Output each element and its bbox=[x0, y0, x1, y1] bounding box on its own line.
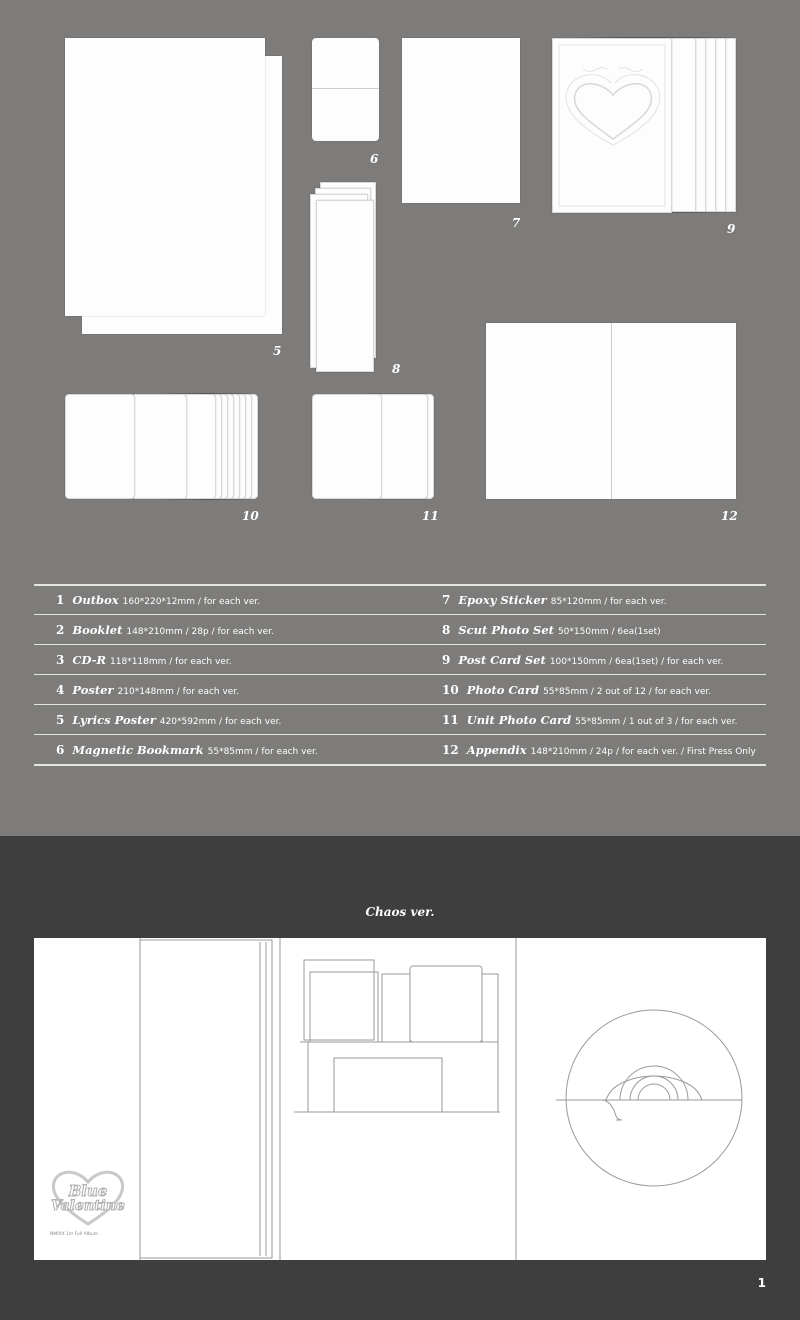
spec-divider bbox=[34, 584, 766, 586]
spec-item-3: 3 CD-R 118*118mm / for each ver. bbox=[56, 653, 232, 667]
lyrics-poster-front bbox=[65, 38, 265, 316]
package-outline-drawing bbox=[34, 938, 766, 1260]
spec-item-5: 5 Lyrics Poster 420*592mm / for each ver. bbox=[56, 713, 282, 727]
spec-item-12: 12 Appendix 148*210mm / 24p / for each ver. / First Press Only bbox=[442, 743, 756, 757]
spec-divider bbox=[34, 704, 766, 705]
heart-ornament-icon bbox=[553, 39, 673, 214]
spec-item-2: 2 Booklet 148*210mm / 28p / for each ver. bbox=[56, 623, 274, 637]
magnetic-bookmark bbox=[312, 38, 379, 141]
blue-valentine-logo bbox=[46, 1166, 130, 1246]
spec-divider bbox=[34, 734, 766, 735]
package-layout-panel bbox=[34, 938, 766, 1260]
spec-item-6: 6 Magnetic Bookmark 55*85mm / for each ver. bbox=[56, 743, 318, 757]
spec-divider bbox=[34, 674, 766, 675]
photocard-2 bbox=[131, 394, 187, 499]
spec-divider bbox=[34, 764, 766, 766]
spec-item-4: 4 Poster 210*148mm / for each ver. bbox=[56, 683, 240, 697]
logo-caption: NMIXX 1st Full Album bbox=[50, 1232, 99, 1237]
version-title: Chaos ver. bbox=[365, 905, 435, 919]
scut-photo-4 bbox=[316, 200, 374, 372]
photocard-1 bbox=[65, 394, 135, 499]
page-number: 1 bbox=[757, 1276, 766, 1290]
epoxy-sticker bbox=[402, 38, 520, 203]
item-number-12: 12 bbox=[721, 509, 738, 523]
unit-photocard-1 bbox=[312, 394, 382, 499]
item-number-10: 10 bbox=[242, 509, 259, 523]
spec-item-11: 11 Unit Photo Card 55*85mm / 1 out of 3 / for each ver. bbox=[442, 713, 738, 727]
spec-item-8: 8 Scut Photo Set 50*150mm / 6ea(1set) bbox=[442, 623, 661, 637]
postcard-front bbox=[552, 38, 672, 213]
spec-item-1: 1 Outbox 160*220*12mm / for each ver. bbox=[56, 593, 261, 607]
item-number-8: 8 bbox=[392, 362, 401, 376]
spec-item-7: 7 Epoxy Sticker 85*120mm / for each ver. bbox=[442, 593, 667, 607]
item-number-11: 11 bbox=[422, 509, 439, 523]
spec-item-10: 10 Photo Card 55*85mm / 2 out of 12 / for each ver. bbox=[442, 683, 712, 697]
logo-line-2: Valentine bbox=[51, 1198, 125, 1214]
item-number-5: 5 bbox=[273, 344, 282, 358]
logo-line-1: Blue bbox=[68, 1182, 108, 1200]
item-number-6: 6 bbox=[370, 152, 379, 166]
spec-divider bbox=[34, 614, 766, 615]
item-number-9: 9 bbox=[727, 222, 736, 236]
appendix-booklet bbox=[486, 323, 736, 499]
item-number-7: 7 bbox=[512, 216, 521, 230]
spec-item-9: 9 Post Card Set 100*150mm / 6ea(1set) / for each ver. bbox=[442, 653, 724, 667]
spec-divider bbox=[34, 644, 766, 645]
